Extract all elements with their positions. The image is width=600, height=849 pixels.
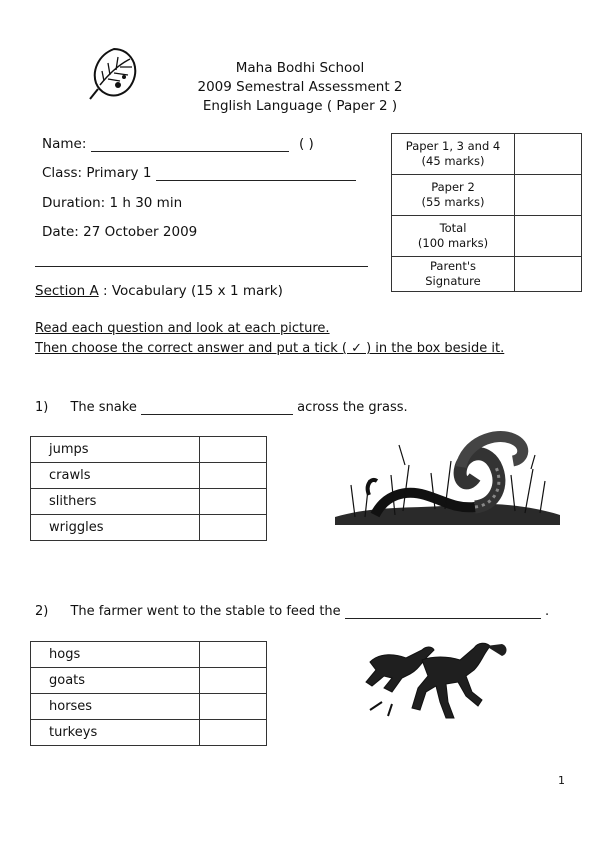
marks-value-cell[interactable]	[515, 175, 582, 216]
instruction-line-1: Read each question and look at each picture.	[35, 321, 330, 336]
parent-signature-label: Parent's Signature	[392, 257, 515, 292]
question-text-after: .	[544, 604, 550, 619]
option-label: jumps	[31, 437, 200, 463]
answer-blank	[141, 414, 293, 415]
tick-box[interactable]	[200, 642, 267, 668]
option-row	[31, 642, 267, 668]
name-blank[interactable]	[91, 151, 289, 152]
option-label: goats	[31, 668, 200, 694]
tick-box[interactable]	[200, 437, 267, 463]
subject-title: English Language ( Paper 2 )	[202, 98, 398, 114]
answer-blank	[345, 618, 541, 619]
school-name: Maha Bodhi School	[235, 60, 365, 76]
question-text-before: The farmer went to the stable to feed the	[70, 604, 341, 619]
option-row	[31, 515, 267, 541]
page-number: 1	[558, 774, 565, 787]
parent-signature-cell[interactable]	[515, 257, 582, 292]
marks-table	[391, 133, 582, 292]
instruction-line-2: Then choose the correct answer and put a tick ( ✓ ) in the box beside it.	[35, 341, 505, 356]
assessment-title: 2009 Semestral Assessment 2	[197, 79, 403, 95]
option-row	[31, 668, 267, 694]
class-blank[interactable]	[156, 180, 356, 181]
class-row	[42, 165, 356, 181]
marks-row	[392, 175, 582, 216]
running-horses-illustration	[362, 632, 512, 722]
option-label: turkeys	[31, 720, 200, 746]
leaf-logo	[88, 45, 140, 100]
option-label: crawls	[31, 463, 200, 489]
date-text: Date: 27 October 2009	[42, 224, 198, 240]
question-1-options	[30, 436, 267, 541]
marks-value-cell[interactable]	[515, 216, 582, 257]
question-number: 1)	[35, 400, 49, 415]
option-label: horses	[31, 694, 200, 720]
question-1	[35, 400, 408, 415]
marks-label-cell: Total (100 marks)	[392, 216, 515, 257]
marks-label-cell: Paper 2 (55 marks)	[392, 175, 515, 216]
option-row	[31, 694, 267, 720]
question-2-options	[30, 641, 267, 746]
marks-value-cell[interactable]	[515, 134, 582, 175]
tick-box[interactable]	[200, 489, 267, 515]
class-label: Class: Primary 1	[42, 165, 152, 181]
option-label: hogs	[31, 642, 200, 668]
marks-row	[392, 257, 582, 292]
tick-box[interactable]	[200, 515, 267, 541]
question-text-before: The snake	[70, 400, 137, 415]
marks-row	[392, 134, 582, 175]
section-heading	[35, 283, 283, 299]
marks-label-cell: Paper 1, 3 and 4 (45 marks)	[392, 134, 515, 175]
register-number-parens: ( )	[298, 136, 314, 152]
option-row	[31, 437, 267, 463]
tick-box[interactable]	[200, 463, 267, 489]
section-subtitle: : Vocabulary (15 x 1 mark)	[98, 283, 283, 299]
option-row	[31, 463, 267, 489]
tick-box[interactable]	[200, 668, 267, 694]
option-row	[31, 489, 267, 515]
tick-box[interactable]	[200, 720, 267, 746]
name-row	[42, 136, 314, 152]
name-label: Name:	[42, 136, 87, 152]
question-2	[35, 604, 549, 619]
snake-in-grass-illustration	[335, 425, 560, 525]
option-label: slithers	[31, 489, 200, 515]
duration-text: Duration: 1 h 30 min	[42, 195, 183, 211]
section-title: Section A	[35, 283, 99, 299]
option-row	[31, 720, 267, 746]
question-text-after: across the grass.	[297, 400, 408, 415]
marks-row	[392, 216, 582, 257]
tick-box[interactable]	[200, 694, 267, 720]
option-label: wriggles	[31, 515, 200, 541]
divider-line	[35, 266, 368, 267]
question-number: 2)	[35, 604, 49, 619]
